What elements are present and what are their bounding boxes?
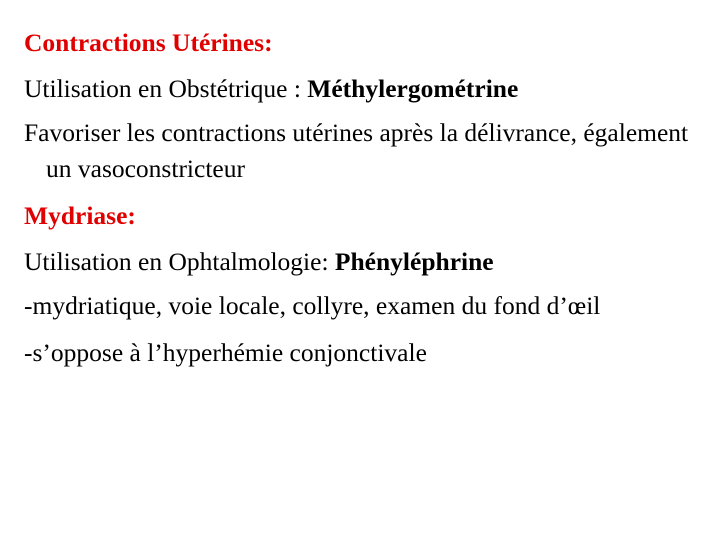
phenylephrine-drug-name: Phényléphrine [334,246,494,276]
obstetrics-usage-line [24,66,704,112]
slide-content [24,20,704,376]
heading-mydriase: Mydriase: [24,201,136,230]
obstetrics-usage-label: Utilisation en Obstétrique : [24,73,308,103]
mydriatic-description: -mydriatique, voie locale, collyre, examen du fond d’œil [24,291,601,320]
uterine-contraction-description: Favoriser les contractions utérines après la délivrance, également un vasoconstricteur [24,118,689,183]
ophthalmology-usage-line [24,239,704,285]
methylergometrine-drug-name: Méthylergométrine [307,73,519,103]
hyperemia-description: -s’oppose à l’hyperhémie conjonctivale [24,338,427,367]
heading-contractions-uterines: Contractions Utérines: [24,28,273,57]
ophthalmology-usage-label: Utilisation en Ophtalmologie: [24,246,335,276]
